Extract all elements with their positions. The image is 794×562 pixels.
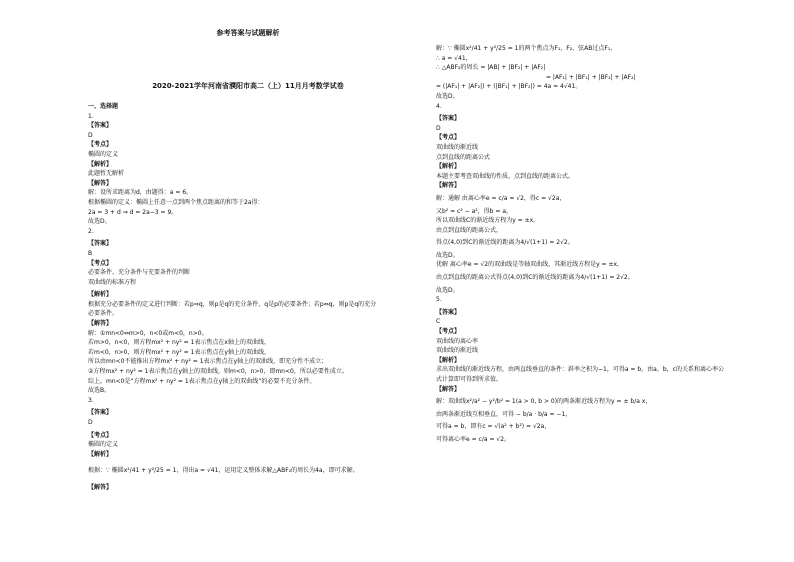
q4-solution-line: 由点到直线的距离公式， xyxy=(436,226,503,234)
q5-solution-line: 可得离心率e = c/a = √2。 xyxy=(436,435,511,443)
q1-solution-line: 故选D。 xyxy=(88,218,111,226)
q3-answer: D xyxy=(88,419,93,426)
q4-jiexi-tag: 【解析】 xyxy=(436,163,461,171)
q1-solution-line: 2a = 3 + d ⇒ d = 2a−3 = 9。 xyxy=(88,208,178,216)
q5-jiexi-tag: 【解析】 xyxy=(436,356,461,364)
q2-kaodian: 必要条件、充分条件与充要条件的判断 xyxy=(88,269,191,277)
q5-answer: C xyxy=(436,318,441,326)
q3-kaodian-tag: 【考点】 xyxy=(88,431,113,439)
q4-solution-line: 故选D。 xyxy=(436,251,459,259)
q3-solution-line: 故选D。 xyxy=(436,92,459,100)
q4-solution-line: 又b² = c² − a²，得b = a， xyxy=(436,207,513,215)
q2-solution-line: 综上，mn<0是“方程mx² + ny² = 1表示焦点在y轴上的双曲线”的必要不充分条件。 xyxy=(88,377,316,385)
q3-solution-line: ∴ a = √41， xyxy=(436,54,472,62)
q1-jieda-tag: 【解答】 xyxy=(88,179,113,187)
q2-kaodian-tag: 【考点】 xyxy=(88,259,113,267)
q3-solution-line: = |AF₁| + |BF₁| + |BF₂| + |AF₂| xyxy=(546,73,636,81)
q1-jiexi: 此题暂无解析 xyxy=(88,170,125,178)
q3-kaodian: 椭圆的定义 xyxy=(88,441,119,449)
q5-jiexi: 式计算即可得到所求值。 xyxy=(436,376,503,383)
q5-answer-tag: 【答案】 xyxy=(436,308,461,316)
q4-solution-line: 所以双曲线C的渐近线方程为y = ±x。 xyxy=(436,217,540,225)
q2-answer: B xyxy=(88,249,93,257)
q3-solution-line: = (|AF₁| + |AF₂|) + (|BF₁| + |BF₂|) = 4a = 4√41。 xyxy=(436,83,582,91)
section-heading: 一、选择题 xyxy=(88,103,119,110)
q2-solution-line: 故选B。 xyxy=(88,387,111,395)
q4-jiexi: 本题主要考查双曲线的性质，点到直线的距离公式。 xyxy=(436,172,575,180)
q4-answer-tag: 【答案】 xyxy=(436,115,461,123)
left-body xyxy=(88,102,408,493)
q4-kaodian: 双曲线的渐近线 xyxy=(436,143,479,151)
q3-number: 3. xyxy=(88,396,94,404)
q2-jiexi: 根据充分必要条件的定义进行判断：若p⇒q，则p是q的充分条件，q是p的必要条件；若p⇔q，则p是q的充分 xyxy=(88,300,377,308)
q5-solution-line: 解：双曲线x²/a² − y²/b² = 1(a > 0, b > 0)的两条渐近线方程为y = ± b/a x， xyxy=(436,398,652,406)
q3-jiexi: 根据：∵ 椭圆x²/41 + y²/25 = 1，得出a = √41，运用定义整体求解△ABF₂的周长为4a，即可求解。 xyxy=(88,467,359,475)
q2-answer-tag: 【答案】 xyxy=(88,240,113,248)
q3-solution-line: 解：∵ 椭圆x²/41 + y²/25 = 1的两个焦点为F₁，F₂，弦AB过点F₁， xyxy=(436,45,617,52)
q3-jieda-tag: 【解答】 xyxy=(88,483,113,491)
q2-solution-line: 若m<0，n>0，则方程mx² + ny² = 1表示焦点在y轴上的双曲线， xyxy=(88,348,270,356)
q1-answer: D xyxy=(88,131,93,139)
q4-kaodian-tag: 【考点】 xyxy=(436,134,461,142)
q5-solution-line: 由两条渐近线互相垂直，可得 − b/a · b/a = −1， xyxy=(436,410,572,418)
q1-answer-tag: 【答案】 xyxy=(88,122,113,130)
q2-jieda-tag: 【解答】 xyxy=(88,320,113,328)
q2-solution-line: 解：①mn<0⇔m>0，n<0或m<0，n>0。 xyxy=(88,329,208,337)
q4-jieda-tag: 【解答】 xyxy=(436,182,461,190)
q1-number: 1. xyxy=(88,112,94,120)
q4-solution-line: 故选D。 xyxy=(436,286,459,294)
q2-jiexi-tag: 【解析】 xyxy=(88,291,113,299)
q5-solution-line: 可得a = b，即有c = √(a² + b²) = √2a， xyxy=(436,423,551,431)
exam-title: 2020-2021学年河南省濮阳市高二（上）11月月考数学试卷 xyxy=(152,82,344,90)
q5-kaodian: 双曲线的离心率 xyxy=(436,337,479,345)
q4-solution-line: 得点(4,0)到C的渐近线的距离为4/√(1+1) = 2√2。 xyxy=(436,239,574,247)
q3-solution-line: ∴ △ABF₂的周长 = |AB| + |BF₂| + |AF₂| xyxy=(436,64,546,72)
q1-kaodian-tag: 【考点】 xyxy=(88,141,113,149)
right-body xyxy=(436,44,766,445)
q2-kaodian: 双曲线的标准方程 xyxy=(88,278,137,286)
q3-jiexi-tag: 【解析】 xyxy=(88,450,113,458)
q1-solution-line: 根据椭圆的定义：椭圆上任意一点到两个焦点距离的和等于2a得： xyxy=(88,198,264,206)
q5-kaodian: 双曲线的渐近线 xyxy=(436,347,479,355)
q4-solution-line: 由点到直线的距离公式得点(4,0)到C的渐近线的距离为4/√(1+1) = 2√2。 xyxy=(436,274,634,282)
q5-number: 5. xyxy=(436,296,442,304)
q4-answer: D xyxy=(436,124,441,132)
q3-answer-tag: 【答案】 xyxy=(88,409,113,417)
q2-solution-line: ②方程mx² + ny² = 1表示焦点在y轴上的双曲线，则m<0，n>0，即mn<0，所以必要性成立。 xyxy=(88,368,348,376)
q1-solution-line: 解：设所求距离为d，由题得：a = 6。 xyxy=(88,189,193,197)
q2-jiexi: 必要条件。 xyxy=(88,310,119,318)
q1-kaodian: 椭圆的定义 xyxy=(88,150,119,158)
q5-kaodian-tag: 【考点】 xyxy=(436,328,461,336)
q2-solution-line: 所以由mn<0不能推出方程mx² + ny² = 1表示焦点在y轴上的双曲线，即充分性不成立； xyxy=(88,358,328,366)
q2-solution-line: 若m>0，n<0，则方程mx² + ny² = 1表示焦点在x轴上的双曲线， xyxy=(88,339,270,347)
q5-jiexi: 求出双曲线的渐近线方程，由两直线垂直的条件：斜率之积为−1，可得a = b，由a，b，c的关系和离心率公 xyxy=(436,366,724,374)
q1-jiexi-tag: 【解析】 xyxy=(88,160,113,168)
page-title: 参考答案与试题解析 xyxy=(216,29,280,37)
q2-number: 2. xyxy=(88,227,94,235)
q5-jieda-tag: 【解答】 xyxy=(436,385,461,393)
q4-kaodian: 点到直线的距离公式 xyxy=(436,153,491,161)
q4-number: 4. xyxy=(436,102,442,110)
q4-solution-line: 解：通解 由离心率e = c/a = √2，得c = √2a， xyxy=(436,194,566,202)
q4-solution-line: 优解 离心率e = √2的双曲线是等轴双曲线，其渐近线方程是y = ±x， xyxy=(436,261,624,269)
